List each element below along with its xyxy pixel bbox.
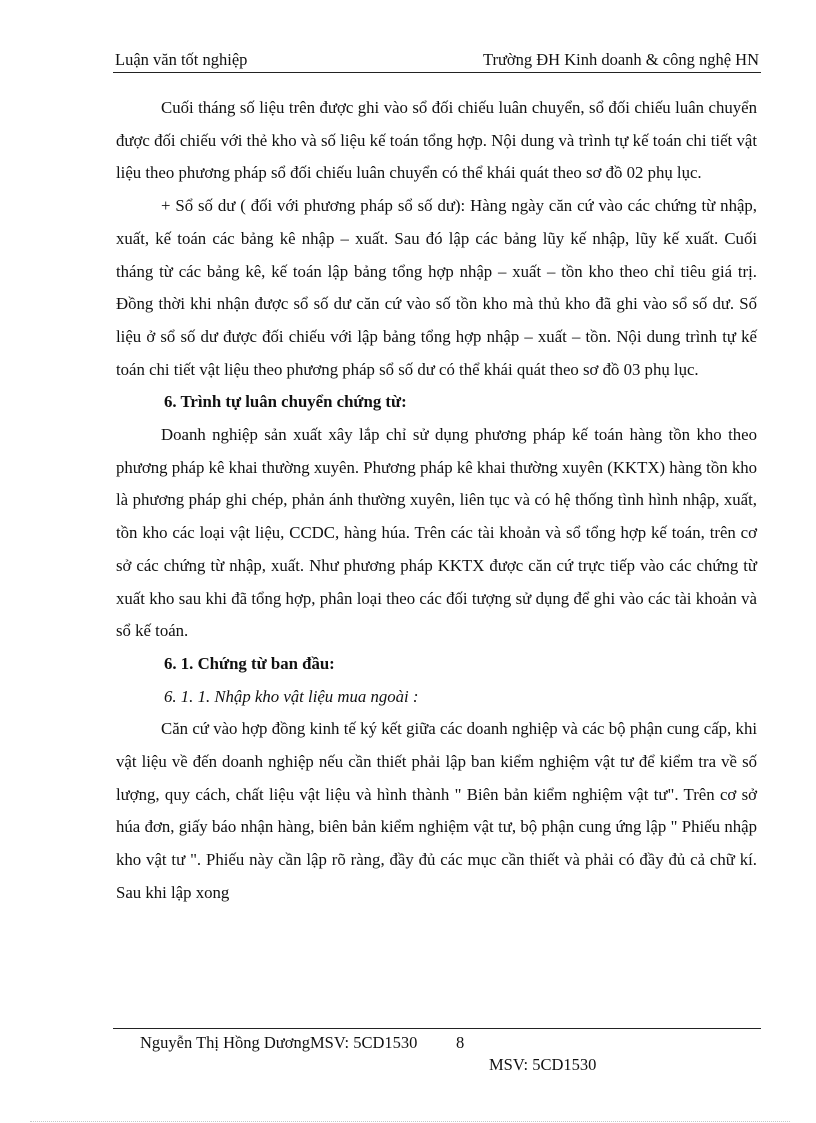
paragraph-2: + Sổ số dư ( đối với phương pháp sổ số dư): Hàng ngày căn cứ vào các chứng từ nhập, xuất, kế toán các bảng kê nhập – xuất. Sau đó lập các bảng lũy kế nhập, lũy kế xuất. Cuối tháng từ các bảng kê, kế toán lập bảng tổng hợp nhập – xuất – tồn kho theo chỉ tiêu giá trị. Đồng thời khi nhận được sổ số dư căn cứ vào số tồn kho mà thủ kho đã ghi vào sổ số dư. Số liệu ở sổ số dư được đối chiếu với lập bảng tổng hợp nhập – xuất – tồn. Nội dung trình tự kế toán chi tiết vật liệu theo phương pháp sổ số dư có thể khái quát theo sơ đồ 03 phụ lục. [116, 196, 757, 379]
footer-divider [113, 1028, 761, 1029]
section-heading-6: 6. Trình tự luân chuyển chứng từ: [164, 392, 407, 412]
paragraph-4: Căn cứ vào hợp đồng kinh tế ký kết giữa các doanh nghiệp và các bộ phận cung cấp, khi vật liệu về đến doanh nghiệp nếu cần thiết phải lập ban kiểm nghiệm vật tư để kiểm tra về số lượng, quy cách, chất liệu vật liệu và hình thành " Biên bản kiểm nghiệm vật tư". Trên cơ sở húa đơn, giấy báo nhận hàng, biên bản kiểm nghiệm vật tư, bộ phận cung ứng lập " Phiếu nhập kho vật tư ". Phiếu này cần lập rõ ràng, đầy đủ các mục cần thiết và phải có đầy đủ cả chữ kí. Sau khi lập xong [116, 719, 757, 902]
subsection-heading-6-1-1: 6. 1. 1. Nhập kho vật liệu mua ngoài : [164, 686, 419, 706]
paragraph-1: Cuối tháng số liệu trên được ghi vào sổ đối chiếu luân chuyển, sổ đối chiếu luân chuyển được đối chiếu với thẻ kho và số liệu kế toán tổng hợp. Nội dung và trình tự kế toán chi tiết vật liệu theo phương pháp sổ đối chiếu luân chuyển có thể khái quát theo sơ đồ 02 phụ lục. [116, 98, 757, 183]
header-right-title: Trường ĐH Kinh doanh & công nghệ HN [482, 50, 759, 69]
header-divider [113, 72, 761, 73]
paragraph-3: Doanh nghiệp sản xuất xây lắp chỉ sử dụng phương pháp kế toán hàng tồn kho theo phương pháp kê khai thường xuyên. Phương pháp kê khai thường xuyên (KKTX) hàng tồn kho là phương pháp ghi chép, phản ánh thường xuyên, liên tục và có hệ thống tình hình nhập, xuất, tồn kho các loại vật liệu, CCDC, hàng húa. Trên các tài khoản và sổ tổng hợp kế toán, trên cơ sở các chứng từ nhập, xuất. Như phương pháp KKTX được căn cứ trực tiếp vào các chứng từ xuất kho sau khi đã tổng hợp, phân loại theo các đối tượng sử dụng để ghi vào các tài khoản và sổ kế toán. [116, 425, 757, 641]
section-heading-6-1: 6. 1. Chứng từ ban đầu: [164, 653, 335, 673]
page-bottom-border [30, 1121, 790, 1122]
footer-author: Nguyễn Thị Hồng DươngMSV: 5CD1530 [140, 1033, 418, 1052]
footer-student-id: MSV: 5CD1530 [489, 1055, 597, 1074]
page-number: 8 [456, 1033, 465, 1052]
document-body [116, 92, 757, 910]
header-left-title: Luận văn tốt nghiệp [115, 50, 248, 69]
